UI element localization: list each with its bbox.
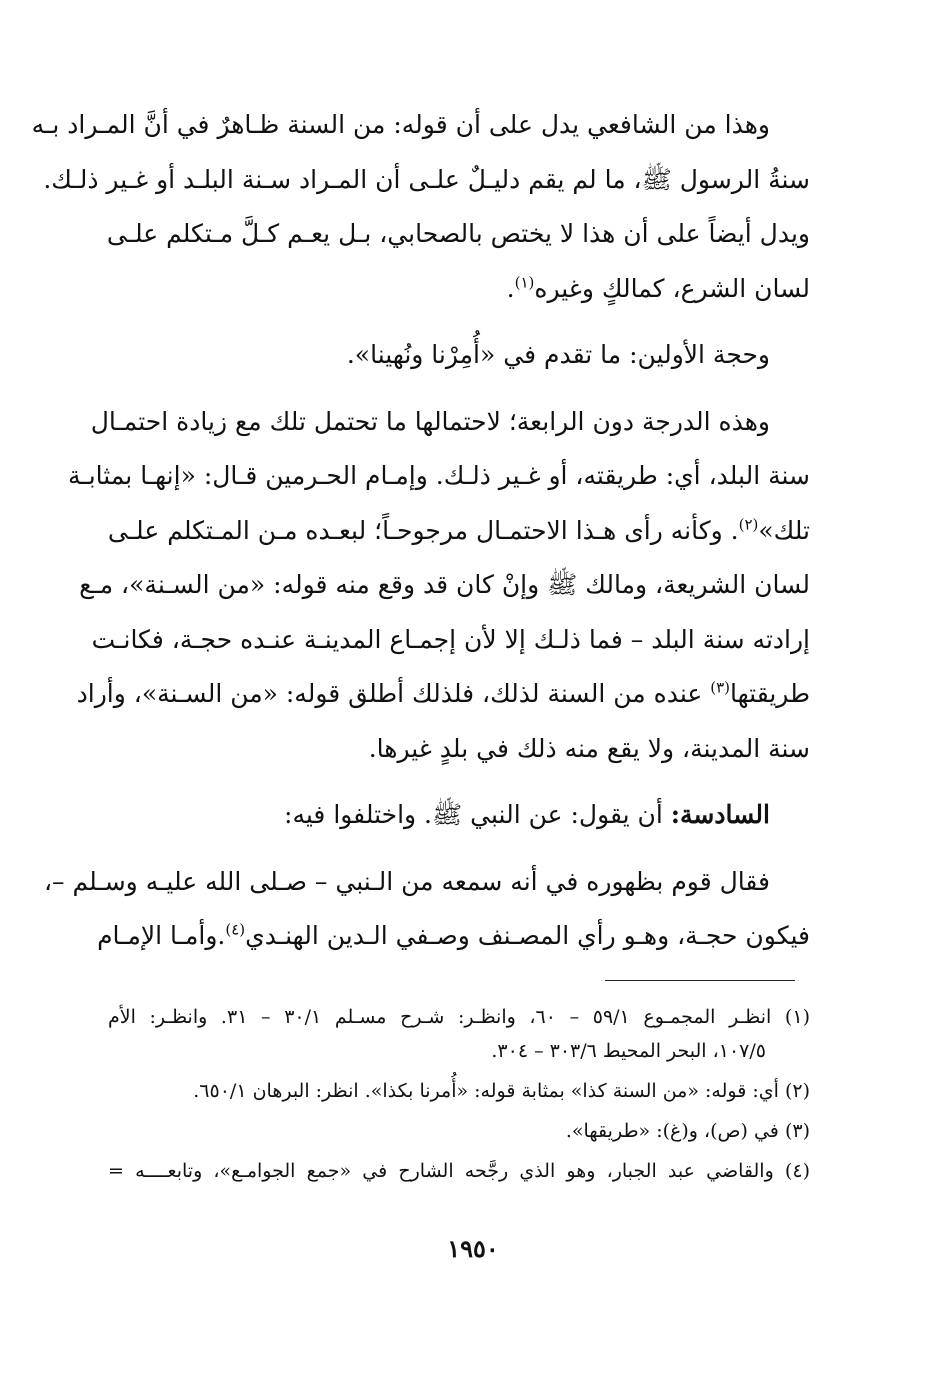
text-line: سنة المدينة، ولا يقع منه ذلك في بلدٍ غيرها. (368, 733, 810, 763)
footnote-number: (٢) (784, 1080, 810, 1102)
footnote-text: أي: قوله: «من السنة كذا» بمثابة قوله: «أُمرنا بكذا». انظر: البرهان ٦٥٠/١. (193, 1080, 779, 1102)
text-line (108, 788, 810, 843)
footnote-text: في (ص)، و(غ): «طريقها». (565, 1120, 779, 1142)
footnote-ref: (٤) (225, 920, 246, 939)
text-line: وحجة الأولين: ما تقدم في «أُمِرْنا ونُهينا». (346, 340, 770, 369)
footnote (108, 1074, 810, 1108)
text-line (108, 504, 810, 559)
paragraph (108, 328, 810, 383)
text-fragment: فيكون حجـة، وهـو رأي المصـنف وصـفي الـدين الهنـدي (245, 921, 810, 950)
text-line (108, 262, 810, 317)
text-fragment: تلك» (758, 515, 810, 545)
section-heading: السادسة: (670, 800, 770, 829)
footnote-text: والقاضي عبد الجبار، وهو الذي رجَّحه الشارح في «جمع الجوامـع»، وتابعــــه = (108, 1160, 774, 1182)
paragraph (108, 788, 810, 843)
footnote (108, 1154, 810, 1188)
footnote-ref: (٢) (738, 515, 759, 534)
text-line: ويدل أيضاً على أن هذا لا يختص بالصحابي، بـل يعـم كـلَّ مـتكلم علـى (106, 219, 810, 248)
paragraph (43, 855, 810, 964)
text-fragment: لسان الشرع، كمالكٍ وغيره (534, 273, 810, 303)
text-line: وهذه الدرجة دون الرابعة؛ لاحتمالها ما تحتمل تلك مع زيادة احتمـال (90, 406, 770, 436)
text-fragment: . وكأنه رأى هـذا الاحتمـال مرجوحـاً؛ لبعـده مـن المـتكلم علـى (107, 515, 739, 545)
text-line: سنة البلد، أي: طريقته، أو غـير ذلـك. وإمـام الحـرمين قـال: «إنهـا بمثابـة (68, 461, 810, 490)
text-fragment: .وأمـا الإمـام (97, 921, 226, 950)
paragraph (68, 395, 810, 777)
main-text (31, 98, 810, 964)
footnote-number: (٤) (784, 1160, 810, 1182)
text-fragment: عنده من السنة لذلك، فلذلك أطلق قوله: «من السـنة»، وأراد (76, 679, 711, 708)
footnotes (108, 1000, 810, 1188)
footnote-separator (605, 980, 795, 981)
footnote (108, 1114, 810, 1148)
footnote-text: انظـر المجمـوع ٥٩/١ – ٦٠، وانظـر: شـرح مسـلم ٣٠/١ – ٣١. وانظـر: الأم (108, 1006, 772, 1028)
text-line: وهذا من الشافعي يدل على أن قوله: من السنة ظـاهرٌ في أنَّ المـراد بـه (31, 110, 770, 139)
footnote-line (108, 1000, 810, 1034)
text-line: فقال قوم بظهوره في أنه سمعه من الـنبي – صـلى الله عليـه وسـلم –، (43, 866, 770, 896)
footnote-line (108, 1074, 810, 1108)
text-line (97, 909, 810, 964)
footnote (108, 1000, 810, 1068)
text-line (76, 667, 810, 722)
page-number: ١٩٥٠ (447, 1234, 499, 1263)
text-fragment: أن يقول: عن النبي ﷺ. واختلفوا فيه: (284, 800, 671, 829)
paragraph (31, 98, 810, 316)
footnote-line (108, 1154, 810, 1188)
text-fragment: طريقتها (730, 679, 810, 708)
footnote-number: (٣) (784, 1120, 810, 1142)
text-line: إرادته سنة البلد – فما ذلـك إلا لأن إجمـاع المدينـة عنـده حجـة، فكانـت (91, 624, 810, 654)
text-fragment: . (506, 273, 515, 303)
text-line: لسان الشريعة، ومالك ﷺ وإنْ كان قد وقع منه قوله: «من السـنة»، مـع (79, 570, 810, 599)
footnote-ref: (١) (514, 273, 535, 292)
footnote-line (108, 1114, 810, 1148)
footnote-ref: (٣) (710, 678, 731, 697)
text-line: سنةُ الرسول ﷺ، ما لم يقم دليـلٌ علـى أن المـراد سـنة البلـد أو غـير ذلـك. (43, 164, 810, 194)
footnote-number: (١) (784, 1006, 810, 1028)
footnote-line: ١٠٧/٥، البحر المحيط ٣٠٣/٦ – ٣٠٤. (491, 1040, 766, 1062)
